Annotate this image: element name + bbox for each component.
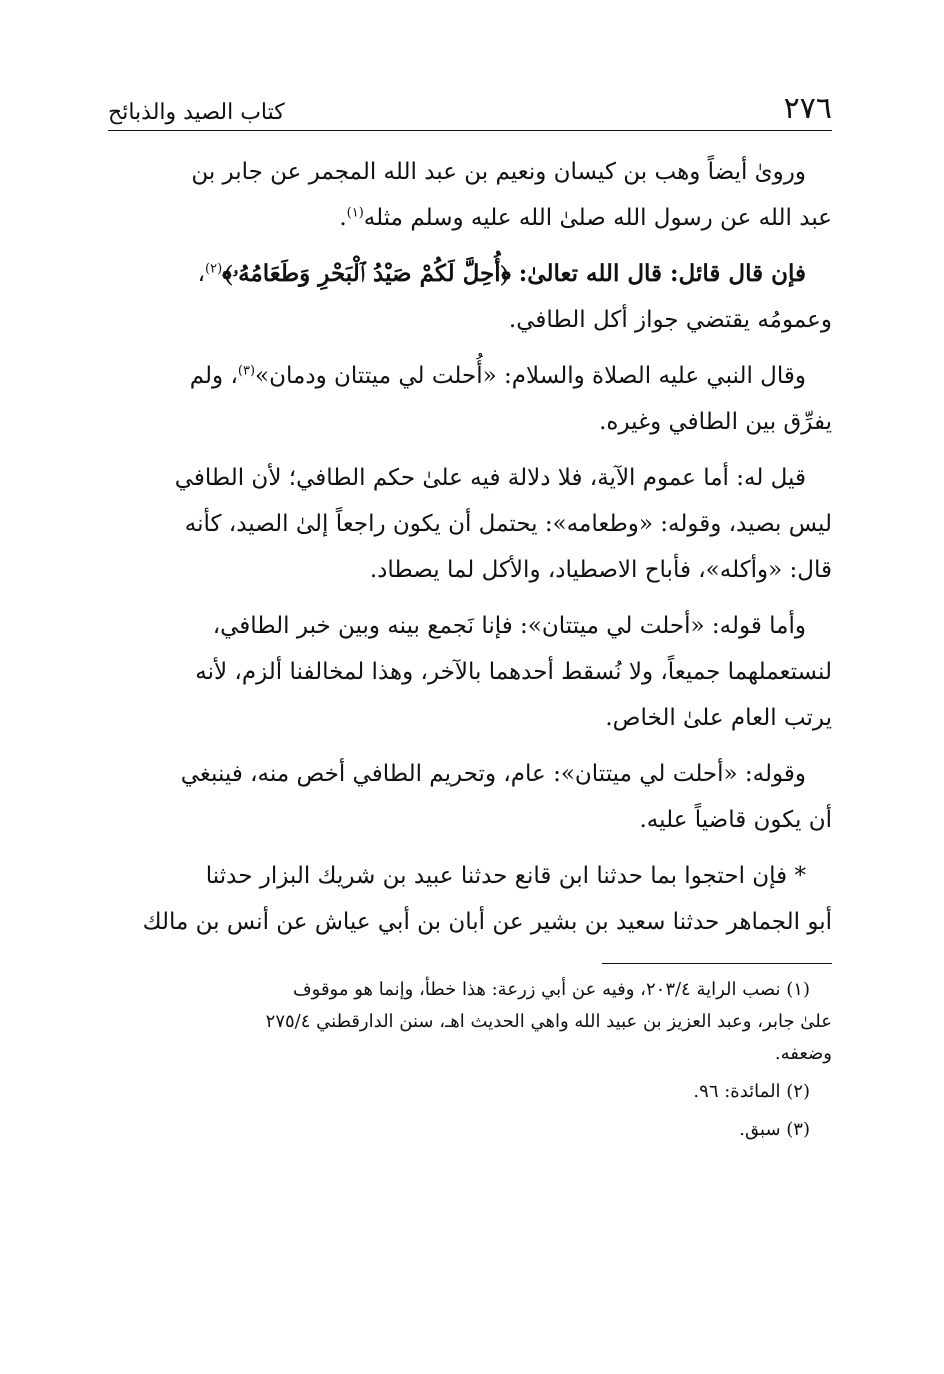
paragraph [108, 353, 832, 445]
footnote-ref: (١) [346, 205, 364, 221]
footnote-line: (٢) المائدة: ٩٦. [693, 1081, 810, 1102]
main-text [108, 149, 832, 945]
text-line: وعمومُه يقتضي جواز أكل الطافي. [508, 307, 832, 333]
text-line: * فإن احتجوا بما حدثنا ابن قانع حدثنا عبيد بن شريك البزار حدثنا [205, 863, 806, 889]
text-line: وأما قوله: «أحلت لي ميتتان»: فإنا نَجمع بينه وبين خبر الطافي، [212, 613, 806, 639]
footnotes [108, 974, 832, 1146]
text-line: قيل له: أما عموم الآية، فلا دلالة فيه علىٰ حكم الطافي؛ لأن الطافي [174, 465, 806, 491]
text-line: أبو الجماهر حدثنا سعيد بن بشير عن أبان بن أبي عياش عن أنس بن مالك [142, 909, 832, 935]
footnote-ref: (٢) [205, 261, 223, 277]
text-line: يفرِّق بين الطافي وغيره. [599, 409, 832, 435]
footnote [108, 1076, 832, 1108]
text-segment: فإن قال قائل: قال الله تعالىٰ: ﴿أُحِلَّ لَكُمْ صَيْدُ ٱلْبَحْرِ وَطَعَامُهُۥ﴾ [222, 260, 806, 287]
footnote-line: (١) نصب الراية ٢٠٣/٤، وفيه عن أبي زرعة: هذا خطأ، وإنما هو موقوف [292, 979, 810, 1000]
text-line [108, 353, 832, 399]
text-line: أن يكون قاضياً عليه. [639, 807, 832, 833]
footnote [108, 1114, 832, 1146]
text-line [108, 195, 832, 241]
page [108, 78, 832, 1146]
text-line: وقوله: «أحلت لي ميتتان»: عام، وتحريم الطافي أخص منه، فينبغي [180, 761, 806, 787]
text-line: ليس بصيد، وقوله: «وطعامه»: يحتمل أن يكون راجعاً إلىٰ الصيد، كأنه [184, 511, 832, 537]
page-number: ٢٧٦ [783, 91, 832, 126]
punctuation: . [339, 205, 347, 231]
text-line: قال: «وأكله»، فأباح الاصطياد، والأكل لما يصطاد. [369, 557, 832, 583]
paragraph [108, 751, 832, 843]
paragraph [108, 603, 832, 741]
footnote-line: علىٰ جابر، وعبد العزيز بن عبيد الله واهي الحديث اهـ، سنن الدارقطني ٢٧٥/٤ [265, 1011, 832, 1032]
text-line: لنستعملهما جميعاً، ولا نُسقط أحدهما بالآخر، وهذا لمخالفنا ألزم، لأنه [195, 659, 832, 685]
paragraph [108, 251, 832, 343]
text-line [108, 251, 832, 297]
paragraph [108, 149, 832, 241]
footnote-line: (٣) سبق. [739, 1119, 810, 1140]
punctuation: ، [197, 261, 205, 287]
footnote-ref: (٣) [237, 363, 256, 379]
paragraph [108, 455, 832, 593]
footnote-line: وضعفه. [774, 1043, 832, 1064]
text-line: وروىٰ أيضاً وهب بن كيسان ونعيم بن عبد الله المجمر عن جابر بن [191, 159, 806, 185]
text-segment: ، ولم [189, 363, 238, 389]
text-segment: عبد الله عن رسول الله صلىٰ الله عليه وسلم مثله [363, 205, 832, 231]
running-title: كتاب الصيد والذبائح [108, 100, 285, 125]
text-segment: وقال النبي عليه الصلاة والسلام: «أُحلت لي ميتتان ودمان» [255, 363, 806, 389]
page-header [108, 78, 832, 131]
paragraph [108, 853, 832, 945]
footnote [108, 974, 832, 1070]
footnote-divider [602, 963, 832, 964]
text-line: يرتب العام علىٰ الخاص. [605, 705, 832, 731]
